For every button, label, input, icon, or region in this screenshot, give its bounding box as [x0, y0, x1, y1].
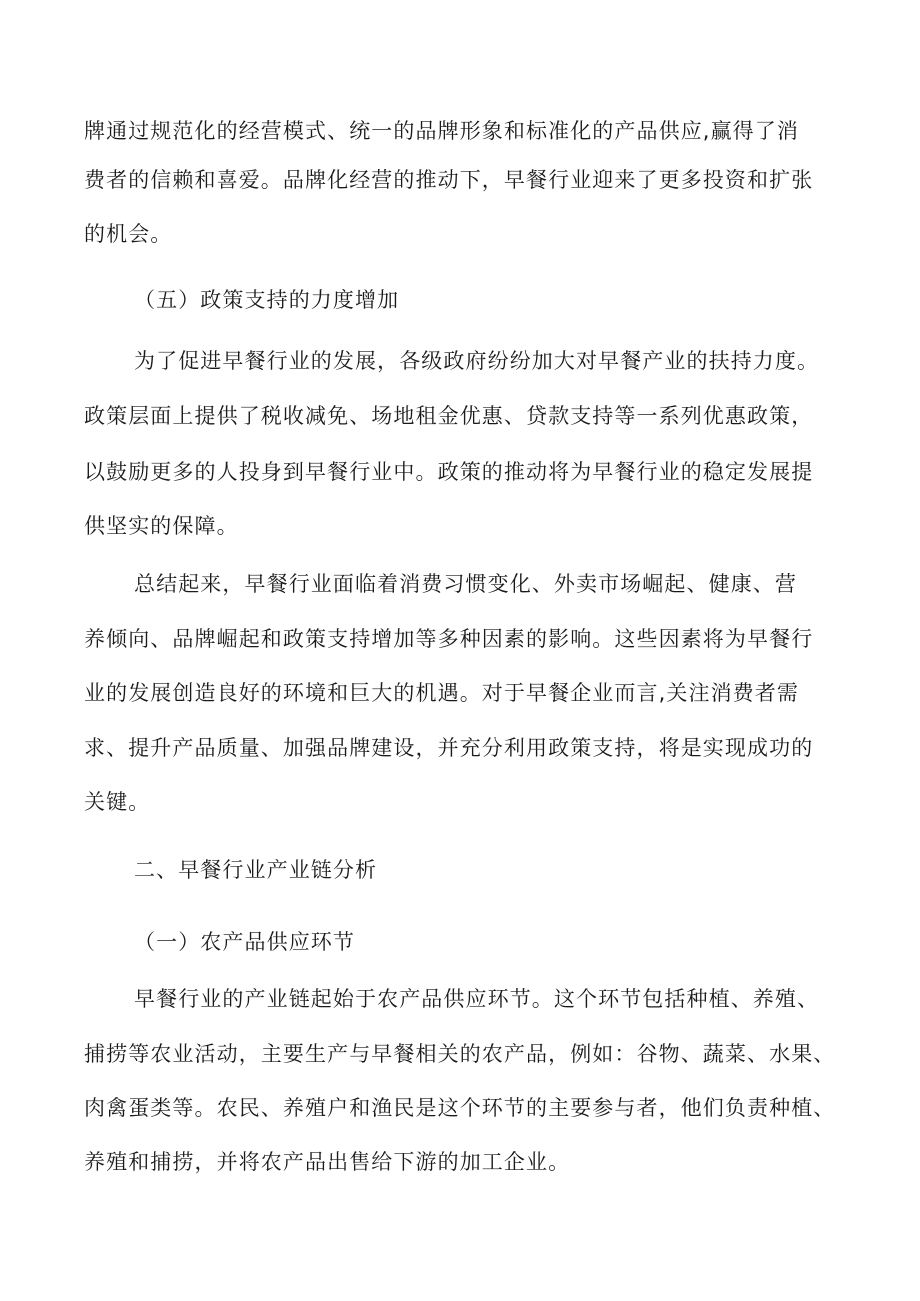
- paragraph-line: 总结起来，早餐行业面临着消费习惯变化、外卖市场崛起、健康、营: [134, 572, 797, 596]
- paragraph-line: 为了促进早餐行业的发展，各级政府纷纷加大对早餐产业的扶持力度。: [134, 349, 820, 373]
- section-heading: （一）农产品供应环节: [134, 930, 355, 954]
- paragraph-line: 肉禽蛋类等。农民、养殖户和渔民是这个环节的主要参与者，他们负责种植、: [84, 1096, 836, 1120]
- paragraph-line: 养倾向、品牌崛起和政策支持增加等多种因素的影响。这些因素将为早餐行: [84, 627, 814, 651]
- paragraph-line: 捕捞等农业活动，主要生产与早餐相关的农产品，例如：谷物、蔬菜、水果、: [84, 1042, 836, 1066]
- section-heading: （五）政策支持的力度增加: [134, 288, 400, 312]
- paragraph-line: 关键。: [84, 790, 151, 814]
- paragraph-line: 费者的信赖和喜爱。品牌化经营的推动下，早餐行业迎来了更多投资和扩张: [84, 168, 814, 192]
- paragraph-line: 以鼓励更多的人投身到早餐行业中。政策的推动将为早餐行业的稳定发展提: [84, 460, 814, 484]
- paragraph-line: 政策层面上提供了税收减免、场地租金优惠、贷款支持等一系列优惠政策，: [84, 404, 814, 428]
- chapter-heading: 二、早餐行业产业链分析: [134, 858, 378, 882]
- paragraph-line: 求、提升产品质量、加强品牌建设，并充分利用政策支持，将是实现成功的: [84, 736, 814, 760]
- paragraph-line: 业的发展创造良好的环境和巨大的机遇。对于早餐企业而言,关注消费者需: [84, 681, 799, 705]
- paragraph-line: 早餐行业的产业链起始于农产品供应环节。这个环节包括种植、养殖、: [134, 987, 820, 1011]
- paragraph-line: 牌通过规范化的经营模式、统一的品牌形象和标准化的产品供应,赢得了消: [84, 119, 799, 143]
- paragraph-line: 的机会。: [84, 222, 173, 246]
- paragraph-line: 供坚实的保障。: [84, 514, 239, 538]
- paragraph-line: 养殖和捕捞，并将农产品出售给下游的加工企业。: [84, 1150, 571, 1174]
